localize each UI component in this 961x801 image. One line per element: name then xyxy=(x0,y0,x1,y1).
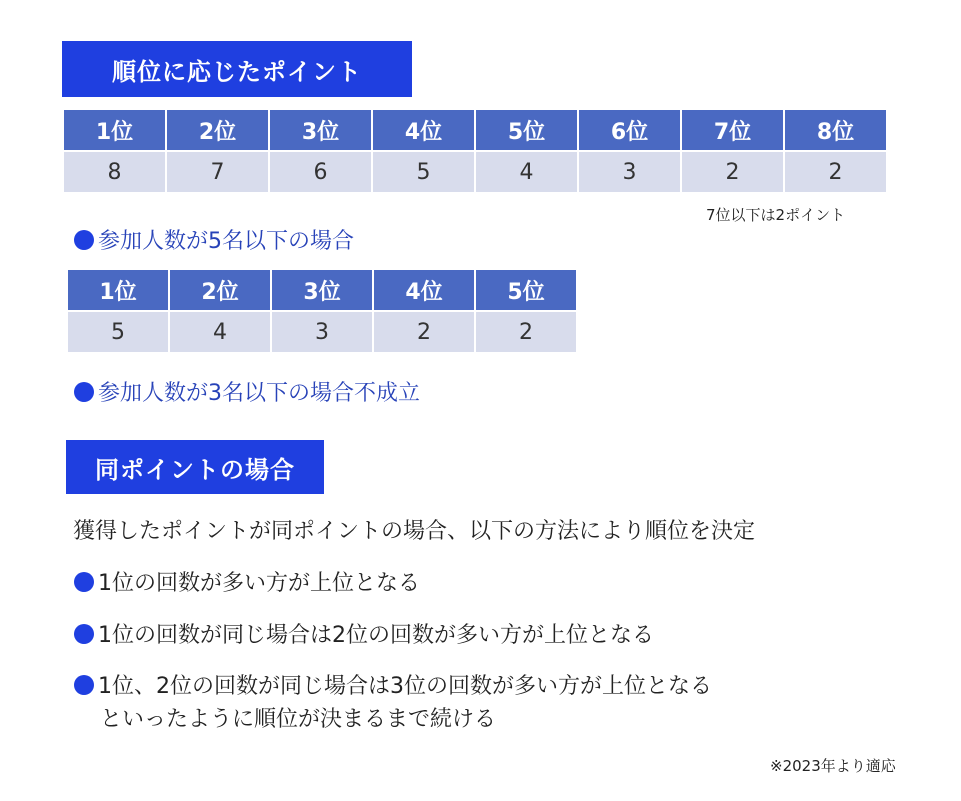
header-cell: 2位 xyxy=(167,110,268,150)
bullet-dot-icon xyxy=(74,572,94,592)
condition-text: 参加人数が5名以下の場合 xyxy=(98,229,354,254)
section-title-tie-points: 同ポイントの場合 xyxy=(66,440,324,494)
condition-text: 参加人数が3名以下の場合不成立 xyxy=(98,381,420,406)
table-header-row xyxy=(68,270,576,310)
value-cell: 2 xyxy=(374,312,474,352)
header-cell: 1位 xyxy=(64,110,165,150)
header-cell: 4位 xyxy=(373,110,474,150)
value-cell: 6 xyxy=(270,152,371,192)
condition-3-or-fewer xyxy=(74,376,420,407)
note-7th-and-below: 7位以下は2ポイント xyxy=(706,206,846,224)
rule-text: 1位の回数が多い方が上位となる xyxy=(98,571,420,596)
value-cell: 3 xyxy=(579,152,680,192)
rule-continuation: といったように順位が決まるまで続ける xyxy=(100,707,497,732)
value-cell: 7 xyxy=(167,152,268,192)
footnote-effective-date: ※2023年より適応 xyxy=(770,757,896,775)
header-cell: 5位 xyxy=(476,270,576,310)
value-cell: 8 xyxy=(64,152,165,192)
section-title-points-by-rank: 順位に応じたポイント xyxy=(62,41,412,97)
header-cell: 4位 xyxy=(374,270,474,310)
table-header-row xyxy=(64,110,886,150)
bullet-dot-icon xyxy=(74,675,94,695)
rule-item xyxy=(74,566,420,597)
bullet-dot-icon xyxy=(74,230,94,250)
header-cell: 1位 xyxy=(68,270,168,310)
value-cell: 2 xyxy=(682,152,783,192)
header-cell: 3位 xyxy=(270,110,371,150)
points-table-8 xyxy=(62,108,888,194)
value-cell: 3 xyxy=(272,312,372,352)
tie-intro-text: 獲得したポイントが同ポイントの場合、以下の方法により順位を決定 xyxy=(73,519,756,544)
condition-5-or-fewer xyxy=(74,224,354,255)
points-table-5 xyxy=(66,268,578,354)
rule-text: 1位の回数が同じ場合は2位の回数が多い方が上位となる xyxy=(98,623,654,648)
rule-text: 1位、2位の回数が同じ場合は3位の回数が多い方が上位となる xyxy=(98,674,712,699)
value-cell: 4 xyxy=(476,152,577,192)
header-cell: 3位 xyxy=(272,270,372,310)
table-row xyxy=(64,152,886,192)
value-cell: 5 xyxy=(373,152,474,192)
header-cell: 8位 xyxy=(785,110,886,150)
value-cell: 2 xyxy=(476,312,576,352)
value-cell: 2 xyxy=(785,152,886,192)
value-cell: 4 xyxy=(170,312,270,352)
rule-item xyxy=(74,618,654,649)
header-cell: 5位 xyxy=(476,110,577,150)
table-row xyxy=(68,312,576,352)
rule-item xyxy=(74,669,712,700)
header-cell: 7位 xyxy=(682,110,783,150)
header-cell: 6位 xyxy=(579,110,680,150)
value-cell: 5 xyxy=(68,312,168,352)
bullet-dot-icon xyxy=(74,624,94,644)
header-cell: 2位 xyxy=(170,270,270,310)
bullet-dot-icon xyxy=(74,382,94,402)
